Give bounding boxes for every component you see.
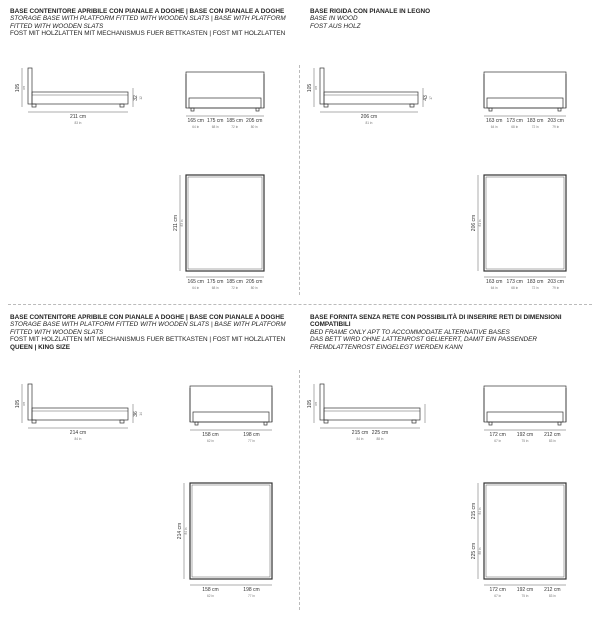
plan-inner bbox=[486, 485, 564, 577]
right-dim-label: 32 bbox=[133, 95, 139, 101]
front-dim-label: 203 cm bbox=[547, 118, 564, 124]
plan-inner bbox=[486, 177, 564, 269]
plan-width-label-in: 80 in bbox=[250, 286, 258, 290]
front-dim-label-in: 68 in bbox=[211, 125, 219, 129]
front-dim-label-in: 80 in bbox=[250, 125, 258, 129]
height-dim-label: 105 bbox=[307, 399, 313, 409]
width-dim-label: 214 cm bbox=[69, 430, 87, 436]
width-dim-label: 215 cm bbox=[351, 430, 369, 436]
plan-width-label-in: 72 in bbox=[231, 286, 239, 290]
front-headboard bbox=[186, 72, 264, 108]
front-dim-label: 205 cm bbox=[246, 118, 263, 124]
plan-inner bbox=[188, 177, 262, 269]
plan-length-label: 215 cm bbox=[471, 502, 477, 520]
subtitle-de: FOST MIT HOLZLATTEN MIT MECHANISMUS FUER BETTKASTEN | FOST MIT HOLZLATTEN bbox=[10, 30, 286, 38]
foot bbox=[256, 108, 259, 111]
subtitle-en-1: STORAGE BASE WITH PLATFORM FITTED WITH WOODEN SLATS | BASE WITH PLATFORM bbox=[10, 321, 286, 329]
height-dim-label: 105 bbox=[15, 83, 21, 93]
width-dim-label-in: 84 in bbox=[74, 437, 82, 441]
plan-width-label: 158 cm bbox=[202, 587, 219, 593]
plan-width-label: 212 cm bbox=[544, 587, 561, 593]
front-base bbox=[487, 412, 563, 422]
subtitle-de-1: DAS BETT WIRD OHNE LATTENROST GELIEFERT, DAMIT EIN PASSENDER bbox=[310, 336, 538, 344]
unit-label: cm bbox=[314, 85, 318, 91]
height-dim-label: 105 bbox=[15, 399, 21, 409]
plan-width-label-in: 62 in bbox=[207, 594, 214, 598]
front-dim-label: 172 cm bbox=[489, 432, 506, 438]
width-dim-label: 225 cm bbox=[371, 430, 389, 436]
foot bbox=[410, 104, 414, 107]
plan-width-label-in: 64 in bbox=[192, 286, 200, 290]
subtitle-en-1: STORAGE BASE WITH PLATFORM FITTED WITH WOODEN SLATS | BASE WITH PLATFORM bbox=[10, 15, 286, 23]
front-base bbox=[189, 98, 261, 108]
plan-length-label: 211 cm bbox=[173, 214, 179, 232]
width-dim-label: 206 cm bbox=[360, 114, 378, 120]
unit-label: cm bbox=[314, 401, 318, 407]
plan-length-label: 225 cm bbox=[471, 542, 477, 560]
width-dim-label-in: 81 in bbox=[365, 121, 373, 125]
subtitle-de: FOST AUS HOLZ bbox=[310, 22, 361, 30]
headboard bbox=[320, 68, 324, 104]
plan-width-label-in: 72 in bbox=[531, 286, 539, 290]
plan-width-label-in: 79 in bbox=[552, 286, 560, 290]
subtitle-de: FOST MIT HOLZLATTEN MIT MECHANISMUS FUER BETTKASTEN | FOST MIT HOLZLATTEN bbox=[10, 336, 286, 344]
foot bbox=[32, 420, 36, 423]
plan-width-label-in: 83 in bbox=[548, 594, 556, 598]
unit-label: cm bbox=[22, 85, 26, 91]
foot bbox=[191, 108, 194, 111]
front-dim-label: 185 cm bbox=[226, 118, 243, 124]
front-dim-label: 173 cm bbox=[506, 118, 523, 124]
subtitle-en-2: FITTED WITH WOODEN SLATS bbox=[10, 328, 104, 336]
plan-width-label: 175 cm bbox=[207, 279, 224, 285]
front-headboard bbox=[190, 386, 272, 422]
foot bbox=[264, 422, 267, 425]
bed-base bbox=[32, 408, 128, 420]
front-headboard bbox=[484, 72, 566, 108]
headboard bbox=[320, 384, 324, 420]
plan-width-label: 173 cm bbox=[506, 279, 523, 285]
plan-outline bbox=[190, 483, 272, 579]
front-dim-label: 158 cm bbox=[202, 432, 219, 438]
front-base bbox=[487, 98, 563, 108]
plan-width-label: 183 cm bbox=[527, 279, 544, 285]
front-dim-label-in: 68 in bbox=[511, 125, 519, 129]
width-dim-label: 211 cm bbox=[69, 114, 87, 120]
title: BASE CONTENITORE APRIBILE CON PIANALE A DOGHE | BASE CON PIANALE A DOGHE bbox=[10, 314, 285, 321]
plan-width-label-in: 68 in bbox=[511, 286, 519, 290]
plan-width-label-in: 75 in bbox=[521, 594, 529, 598]
foot bbox=[489, 422, 492, 425]
front-dim-label: 212 cm bbox=[544, 432, 561, 438]
width-dim-label-in: 83 in bbox=[74, 121, 82, 125]
headboard bbox=[28, 68, 32, 104]
plan-width-label: 198 cm bbox=[243, 587, 260, 593]
foot bbox=[558, 422, 561, 425]
subtitle-en: BASE IN WOOD bbox=[310, 15, 358, 23]
foot bbox=[120, 104, 124, 107]
plan-length-label-in: 84 in bbox=[478, 507, 482, 515]
bed-base bbox=[324, 92, 418, 104]
plan-width-label-in: 67 in bbox=[494, 594, 502, 598]
right-dim-label-in: 14 bbox=[139, 412, 143, 416]
right-dim-label-in: 17 bbox=[429, 96, 433, 100]
plan-width-label-in: 64 in bbox=[490, 286, 498, 290]
plan-outline bbox=[484, 483, 566, 579]
subtitle-en-2: FITTED WITH WOODEN SLATS bbox=[10, 22, 104, 30]
front-dim-label-in: 62 in bbox=[207, 439, 214, 443]
foot bbox=[412, 420, 416, 423]
front-base bbox=[193, 412, 269, 422]
plan-width-label: 163 cm bbox=[486, 279, 503, 285]
title: BASE FORNITA SENZA RETE CON POSSIBILITÀ DI INSERIRE RETI DI DIMENSIONI COMPATIBILI bbox=[310, 314, 562, 329]
front-dim-label-in: 77 in bbox=[248, 439, 255, 443]
front-dim-label-in: 67 in bbox=[494, 439, 502, 443]
width-dim-label-in: 88 in bbox=[376, 437, 384, 441]
plan-width-label: 192 cm bbox=[516, 587, 534, 593]
title: BASE RIGIDA CON PIANALE IN LEGNO bbox=[310, 8, 431, 15]
right-dim-label: 43 bbox=[423, 95, 429, 101]
plan-inner bbox=[192, 485, 270, 577]
plan-width-label: 165 cm bbox=[187, 279, 204, 285]
plan-outline bbox=[484, 175, 566, 271]
plan-width-label-in: 77 in bbox=[248, 594, 255, 598]
headboard bbox=[28, 384, 32, 420]
front-dim-label-in: 64 in bbox=[192, 125, 200, 129]
front-dim-label: 175 cm bbox=[207, 118, 224, 124]
right-dim-label: 36 bbox=[133, 411, 139, 417]
foot bbox=[489, 108, 492, 111]
plan-width-label: 203 cm bbox=[547, 279, 564, 285]
foot bbox=[195, 422, 198, 425]
front-dim-label: 183 cm bbox=[527, 118, 544, 124]
front-dim-label-in: 72 in bbox=[231, 125, 239, 129]
size-label: QUEEN | KING SIZE bbox=[10, 343, 71, 351]
plan-outline bbox=[186, 175, 264, 271]
plan-width-label: 185 cm bbox=[226, 279, 243, 285]
plan-width-label: 172 cm bbox=[489, 587, 506, 593]
front-dim-label: 198 cm bbox=[243, 432, 260, 438]
subtitle-de-2: FREMDLATTENROST EINGELEGT WERDEN KANN bbox=[310, 343, 463, 351]
front-dim-label-in: 64 in bbox=[490, 125, 498, 129]
height-dim-label: 105 bbox=[307, 83, 313, 93]
front-dim-label-in: 83 in bbox=[548, 439, 556, 443]
front-dim-label: 163 cm bbox=[486, 118, 503, 124]
plan-width-label-in: 68 in bbox=[211, 286, 219, 290]
bed-base bbox=[32, 92, 128, 104]
plan-length-label: 206 cm bbox=[471, 214, 477, 232]
subtitle-en: BED FRAME ONLY APT TO ACCOMMODATE ALTERNATIVE BASES bbox=[310, 328, 510, 336]
front-dim-label: 165 cm bbox=[187, 118, 204, 124]
title: BASE CONTENITORE APRIBILE CON PIANALE A DOGHE | BASE CON PIANALE A DOGHE bbox=[10, 8, 285, 15]
front-dim-label-in: 72 in bbox=[531, 125, 539, 129]
plan-length-label-in: 81 in bbox=[478, 219, 482, 227]
plan-length-label-in: 83 in bbox=[180, 219, 184, 227]
front-headboard bbox=[484, 386, 566, 422]
plan-length-label-in: 84 in bbox=[184, 527, 188, 535]
bed-base bbox=[324, 408, 420, 420]
front-dim-label-in: 75 in bbox=[521, 439, 529, 443]
right-dim-label-in: 12 bbox=[139, 96, 143, 100]
plan-length-label-in: 88 in bbox=[478, 547, 482, 555]
plan-width-label: 205 cm bbox=[246, 279, 263, 285]
foot bbox=[120, 420, 124, 423]
foot bbox=[558, 108, 561, 111]
unit-label: cm bbox=[22, 401, 26, 407]
width-dim-label-in: 84 in bbox=[356, 437, 364, 441]
front-dim-label: 192 cm bbox=[516, 432, 534, 438]
foot bbox=[32, 104, 36, 107]
front-dim-label-in: 79 in bbox=[552, 125, 560, 129]
plan-length-label: 214 cm bbox=[177, 522, 183, 540]
foot bbox=[324, 420, 328, 423]
foot bbox=[324, 104, 328, 107]
